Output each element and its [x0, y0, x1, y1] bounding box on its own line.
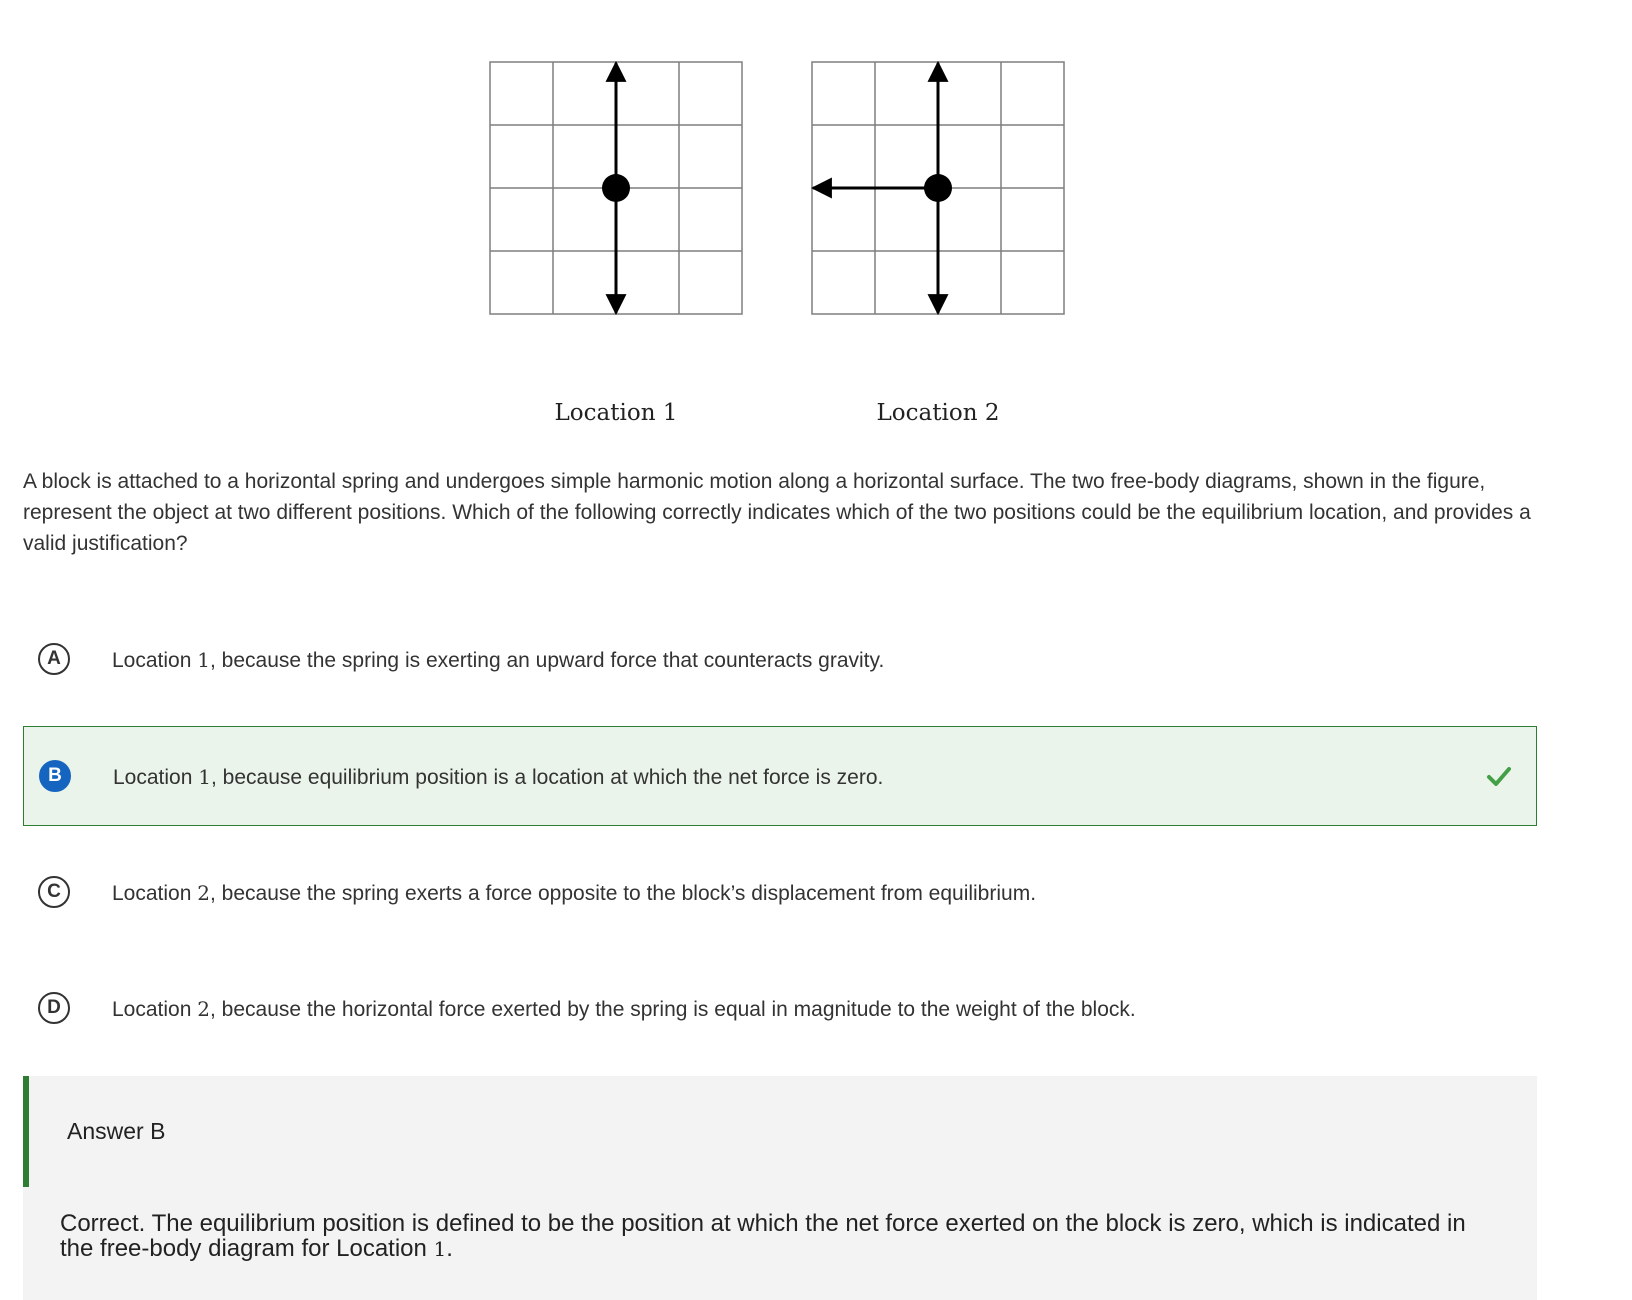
choice-a[interactable] [23, 610, 1537, 710]
choice-b-justification: , because equilibrium position is a location at which the net force is zero. [210, 766, 884, 789]
choice-a-location-word: Location [112, 649, 192, 672]
location-1-block-dot [602, 174, 630, 202]
explanation-text: Correct. The equilibrium position is defined to be the position at which the net force exerted on the block is zero, which is indicated in the free-body diagram for Location [60, 1210, 1466, 1262]
location-1-diagram [490, 62, 742, 314]
answer-explanation-panel [23, 1076, 1537, 1300]
choice-a-letter-badge: A [38, 643, 70, 675]
choice-c-text [112, 880, 1036, 907]
choice-c-location-word: Location [112, 882, 192, 905]
choice-d-location-word: Location [112, 998, 192, 1021]
answer-accent-bar [23, 1076, 29, 1187]
choice-d-letter-badge: D [38, 992, 70, 1024]
choice-a-text [112, 647, 884, 674]
answer-explanation [60, 1211, 1500, 1262]
choice-d[interactable] [23, 959, 1537, 1059]
choice-a-justification: , because the spring is exerting an upward force that counteracts gravity. [209, 649, 885, 672]
choice-b-location-word: Location [113, 766, 193, 789]
explanation-location-number: 1 [433, 1237, 447, 1261]
choice-d-text [112, 996, 1136, 1023]
question-text: A block is attached to a horizontal spring and undergoes simple harmonic motion along a horizontal surface. The two free-body diagrams, shown in the figure, represent the object at two different positions. Which of the following correctly indicates which of the two positions could be the equilibrium location, and provides a valid justification? [23, 470, 1531, 555]
choice-c[interactable] [23, 843, 1537, 943]
choice-b-text [113, 764, 883, 791]
answer-label: Answer B [67, 1118, 166, 1144]
location-2-diagram [812, 62, 1064, 314]
choice-b-location-number: 1 [198, 765, 211, 789]
choice-d-location-number: 2 [197, 997, 210, 1021]
location-2-label: Location 2 [876, 400, 1000, 426]
explanation-suffix: . [446, 1235, 453, 1262]
choice-c-letter-badge: C [38, 876, 70, 908]
location-1-label: Location 1 [554, 400, 678, 426]
choice-b[interactable] [23, 726, 1537, 826]
choice-b-letter-badge: B [39, 760, 71, 792]
choice-d-justification: , because the horizontal force exerted by the spring is equal in magnitude to the weight of the block. [209, 998, 1136, 1021]
check-icon [1486, 763, 1512, 789]
location-2-block-dot [924, 174, 952, 202]
free-body-diagrams-svg [488, 60, 1068, 380]
choice-a-location-number: 1 [197, 648, 210, 672]
choice-c-justification: , because the spring exerts a force opposite to the block’s displacement from equilibrium. [209, 882, 1037, 905]
free-body-diagrams-figure [488, 60, 1068, 426]
choice-c-location-number: 2 [197, 881, 210, 905]
